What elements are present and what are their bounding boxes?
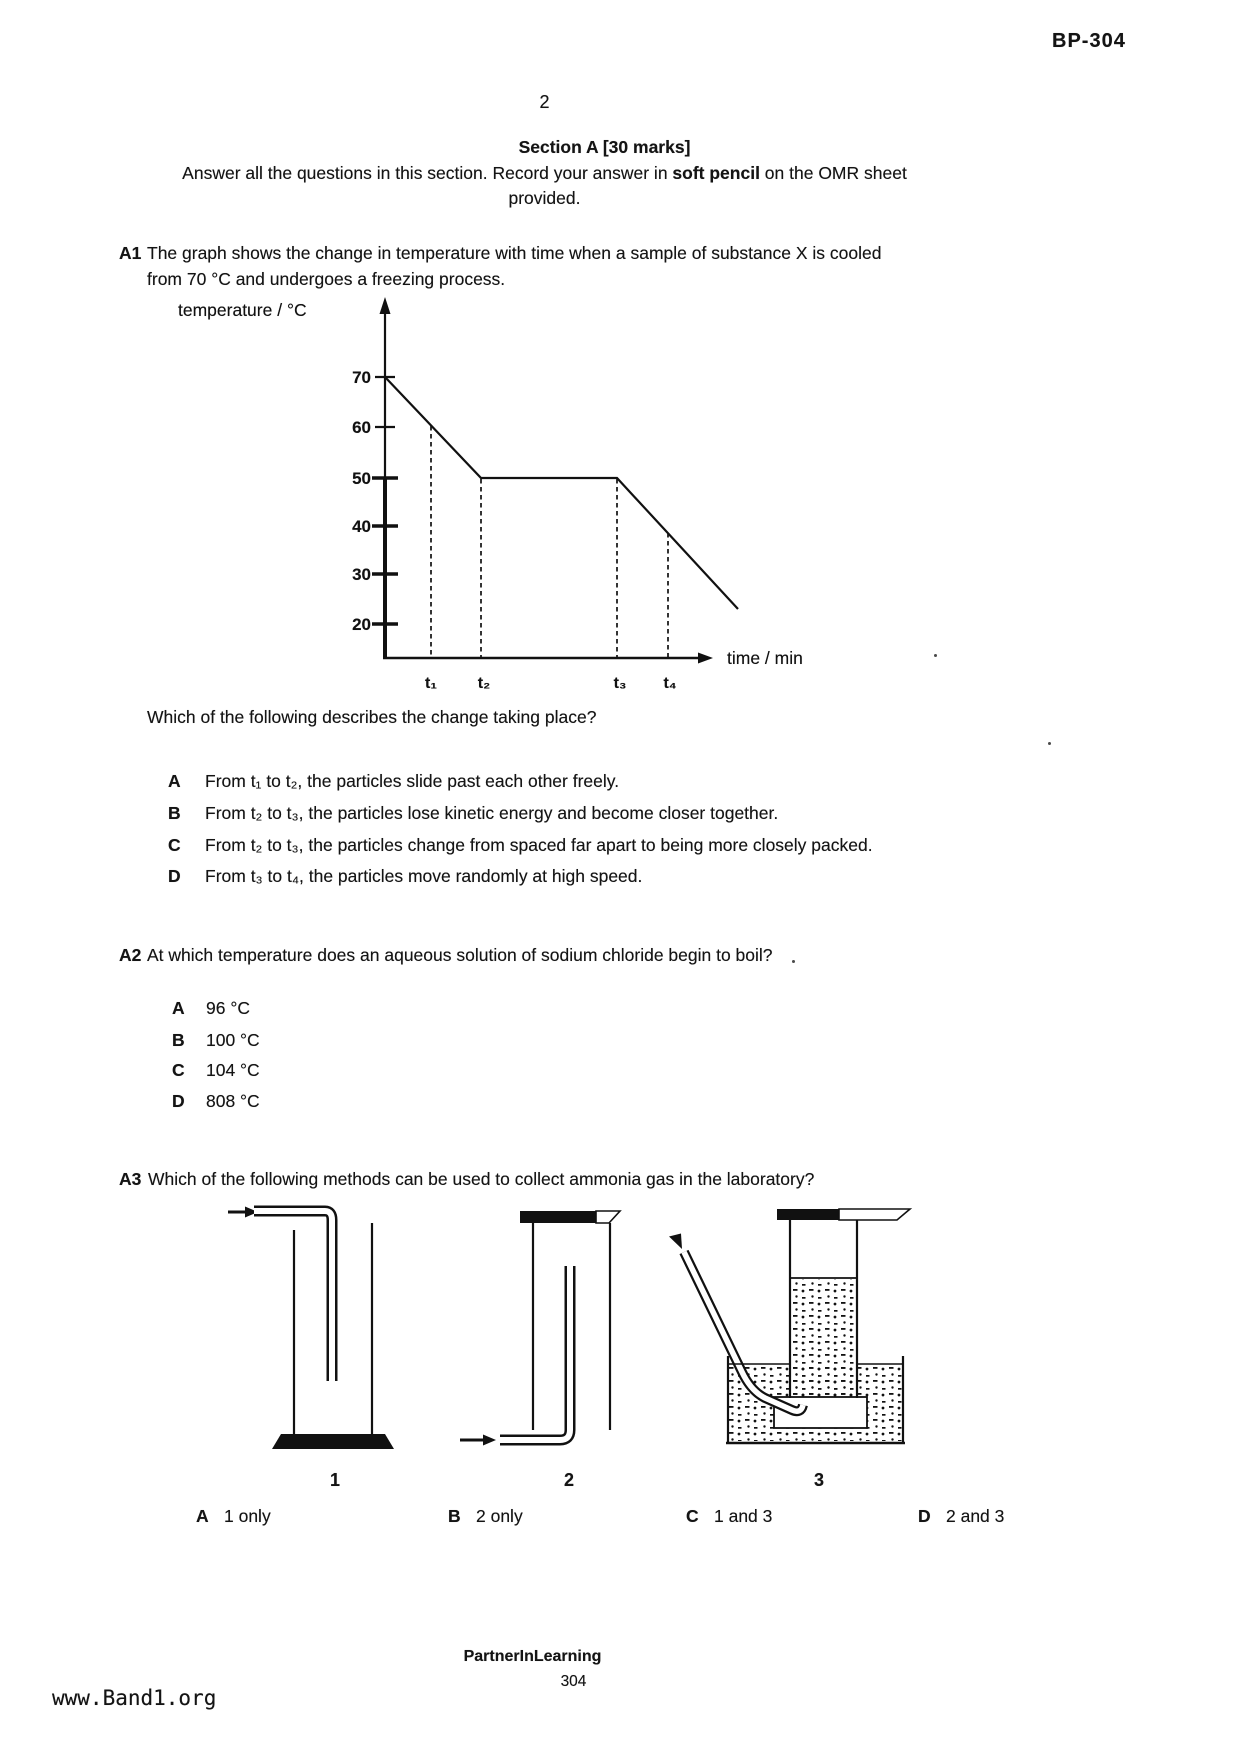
scan-speck — [792, 960, 795, 963]
q2-option-a: A 96 °C — [172, 998, 250, 1018]
q3-option-b: B 2 only — [448, 1506, 523, 1526]
section-title: Section A [30 marks] — [518, 137, 691, 157]
y-tick-labels — [352, 368, 371, 634]
q1-option-b: B From t₂ to t₃, the particles lose kinetic energy and become closer together. — [168, 803, 779, 823]
cooling-curve-graph — [150, 290, 850, 695]
q2-option-c: C 104 °C — [172, 1060, 260, 1080]
paper-code: BP-304 — [1052, 30, 1126, 52]
diagram-2-gas-jar-upward-delivery — [460, 1211, 620, 1446]
x-tick-labels — [425, 675, 676, 692]
question-a1-text-line2: from 70 °C and undergoes a freezing process. — [147, 269, 506, 289]
diagram-3-collection-over-water — [669, 1209, 910, 1443]
footer-watermark: www.Band1.org — [52, 1686, 217, 1710]
footer-brand: PartnerInLearning — [463, 1648, 602, 1665]
cooling-curve-line — [385, 377, 738, 609]
svg-text:t₂: t₂ — [477, 675, 491, 692]
svg-text:20: 20 — [352, 615, 371, 634]
question-a2-text: At which temperature does an aqueous solution of sodium chloride begin to boil? — [147, 945, 773, 965]
jar-3-lid-lip — [839, 1209, 910, 1220]
svg-text:30: 30 — [352, 565, 371, 584]
svg-text:t₄: t₄ — [663, 675, 677, 692]
svg-text:70: 70 — [352, 368, 371, 387]
x-axis-arrow-icon — [698, 653, 713, 664]
gas-in-arrow-icon-2 — [483, 1435, 496, 1446]
question-a1-text-line1: The graph shows the change in temperature with time when a sample of substance X is cooled — [147, 243, 882, 263]
instructions-pre: Answer all the questions in this section. Record your answer in — [182, 163, 673, 183]
section-instructions-line2: provided. — [508, 188, 581, 208]
jar-1-base — [272, 1434, 394, 1449]
svg-text:60: 60 — [352, 418, 371, 437]
instructions-bold: soft pencil — [672, 163, 760, 183]
gas-collection-diagrams — [185, 1200, 930, 1452]
diagram-1-gas-jar-downward-delivery — [228, 1207, 394, 1450]
svg-text:t₁: t₁ — [425, 675, 437, 692]
q1-option-c: C From t₂ to t₃, the particles change from spaced far apart to being more closely packed. — [168, 835, 873, 855]
question-a1-prompt: Which of the following describes the change taking place? — [147, 707, 597, 727]
dashed-guide-lines — [431, 426, 668, 657]
jar-3-water — [791, 1279, 856, 1398]
gas-in-arrow-icon-3 — [669, 1234, 682, 1250]
svg-text:t₃: t₃ — [613, 675, 627, 692]
q3-option-a: A 1 only — [196, 1506, 271, 1526]
q2-option-d: D 808 °C — [172, 1091, 260, 1111]
x-axis-label: time / min — [727, 648, 803, 668]
svg-text:50: 50 — [352, 469, 371, 488]
q1-option-d: D From t₃ to t₄, the particles move randomly at high speed. — [168, 866, 643, 886]
scan-speck — [1048, 742, 1051, 745]
footer-page-code: 304 — [560, 1673, 587, 1690]
q1-option-a: A From t₁ to t₂, the particles slide past each other freely. — [168, 771, 620, 791]
jar-2-lid-lip — [596, 1211, 620, 1223]
question-a2-label: A2 — [119, 945, 142, 965]
jar-3-lid — [777, 1209, 839, 1220]
q3-option-c: C 1 and 3 — [686, 1506, 773, 1526]
question-a1-label: A1 — [119, 243, 142, 263]
instructions-post: on the OMR sheet — [759, 163, 907, 183]
q3-option-d: D 2 and 3 — [918, 1506, 1005, 1526]
section-instructions-line1 — [0, 163, 1164, 184]
question-a3-text: Which of the following methods can be used to collect ammonia gas in the laboratory? — [148, 1169, 815, 1189]
diagram-3-label: 3 — [814, 1470, 825, 1490]
graph-axes — [372, 297, 713, 664]
y-axis-arrow-icon — [380, 297, 391, 314]
diagram-2-label: 2 — [564, 1470, 575, 1490]
jar-2-lid — [520, 1211, 596, 1223]
delivery-tube-2 — [500, 1266, 570, 1440]
scan-speck — [934, 654, 937, 657]
diagram-1-label: 1 — [330, 1470, 341, 1490]
page-number: 2 — [539, 92, 550, 112]
question-a3-label: A3 — [119, 1169, 142, 1189]
q2-option-b: B 100 °C — [172, 1030, 260, 1050]
y-axis-label: temperature / °C — [178, 300, 307, 320]
svg-text:40: 40 — [352, 517, 371, 536]
